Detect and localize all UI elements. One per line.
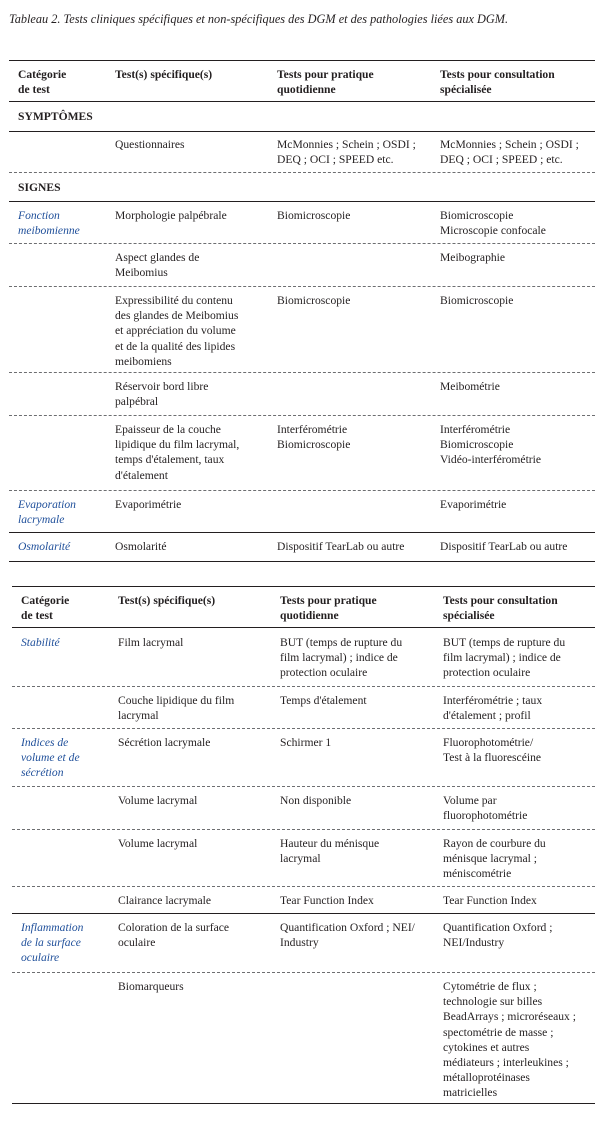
table1-row2-spec-line: Meibomius [115, 266, 168, 280]
table2-row4-spec [118, 836, 197, 851]
table1-row6-spec-line: Evaporimétrie [115, 498, 182, 511]
table2-row7-special-line: technologie sur billes [443, 995, 543, 1009]
table1-row5-spec-line: d'étalement [115, 468, 168, 482]
table2-row2-spec-line: Sécrétion lacrymale [118, 736, 211, 749]
table2-row1-spec-line: Couche lipidique du film [118, 694, 235, 707]
table2-row1-daily-line: Temps d'étalement [280, 694, 367, 707]
table1-row0-special-line: McMonnies ; Schein ; OSDI ; [440, 138, 579, 151]
row-divider [9, 415, 595, 416]
column-header [18, 67, 66, 97]
column-header-line: Test(s) spécifique(s) [118, 594, 216, 607]
table2-row1-spec [118, 693, 234, 723]
row-divider [9, 172, 595, 173]
section-signes-line: SIGNES [18, 181, 61, 194]
table1-row3-spec-line: meibomiens [115, 354, 172, 368]
table1-row3-spec [115, 293, 238, 369]
table1-row0-daily-line: McMonnies ; Schein ; OSDI ; [277, 138, 416, 151]
column-header [21, 593, 69, 623]
table1-row0-daily [277, 137, 416, 167]
table2-row0-special-line: film lacrymal) ; indice de [443, 651, 561, 665]
table-1 [9, 60, 595, 562]
table2-row2-daily-line: Schirmer 1 [280, 736, 332, 749]
table1-row1-special [440, 208, 546, 238]
row-divider [12, 972, 595, 973]
table1-row7-special [440, 539, 567, 554]
table1-row0-spec-line: Questionnaires [115, 138, 185, 151]
column-header-line: Tests pour pratique [277, 68, 374, 81]
table2-row5-daily-line: Tear Function Index [280, 894, 374, 907]
table1-row1-special-line: Microscopie confocale [440, 224, 546, 238]
table2-row5-special [443, 893, 537, 908]
table2-row6-daily [280, 920, 415, 950]
table2-row0-special-line: protection oculaire [443, 666, 531, 680]
column-header-line: Catégorie [21, 594, 70, 607]
table1-row3-special [440, 293, 513, 308]
table1-row6-special-line: Evaporimétrie [440, 498, 507, 511]
column-header [118, 593, 215, 608]
column-header [115, 67, 212, 82]
table2-row6-cat-line: oculaire [21, 951, 60, 965]
table1-row6-spec [115, 497, 181, 512]
table1-row7-special-line: Dispositif TearLab ou autre [440, 540, 568, 553]
column-header-line: quotidienne [280, 609, 339, 623]
table1-row0-special [440, 137, 579, 167]
row-divider [12, 786, 595, 787]
table2-row6-cat-line: de la surface [21, 936, 81, 950]
table1-row6-cat-line: Evaporation [18, 498, 76, 511]
table2-row6-daily-line: Industry [280, 936, 319, 950]
table2-row3-daily-line: Non disponible [280, 794, 352, 807]
column-header-line: Tests pour pratique [280, 594, 377, 607]
table1-row7-cat [18, 539, 70, 554]
table2-row3-special-line: fluorophotométrie [443, 809, 528, 823]
table1-row7-spec [115, 539, 167, 554]
column-header-line: Tests pour consultation [443, 594, 558, 607]
table2-row1-daily [280, 693, 367, 708]
table2-row0-cat-line: Stabilité [21, 636, 60, 649]
table1-row5-special [440, 422, 541, 468]
column-header-line: Catégorie [18, 68, 67, 81]
section-symptomes [18, 109, 93, 124]
row-divider [12, 728, 595, 729]
table1-row4-spec-line: palpébral [115, 395, 159, 409]
table2-row4-daily [280, 836, 379, 866]
table2-row5-daily [280, 893, 374, 908]
table2-row0-daily [280, 635, 402, 681]
table2-row4-special-line: méniscométrie [443, 867, 512, 881]
row-divider [9, 490, 595, 491]
row-divider [12, 686, 595, 687]
table1-row2-spec-line: Aspect glandes de [115, 251, 200, 264]
table-2 [12, 586, 595, 1104]
table1-row1-cat-line: meibomienne [18, 224, 80, 238]
table2-row0-special-line: BUT (temps de rupture du [443, 636, 566, 649]
column-header-line: Tests pour consultation [440, 68, 555, 81]
row-divider [9, 372, 595, 373]
column-header [277, 67, 374, 97]
table2-row0-daily-line: protection oculaire [280, 666, 368, 680]
table2-row6-spec [118, 920, 229, 950]
row-divider [9, 243, 595, 244]
table1-row3-spec-line: des glandes de Meibomius [115, 309, 239, 323]
table2-row3-daily [280, 793, 351, 808]
table1-row2-special [440, 250, 505, 265]
table1-row4-special-line: Meibométrie [440, 380, 500, 393]
table1-row1-cat-line: Fonction [18, 209, 60, 222]
table1-row1-daily-line: Biomicroscopie [277, 209, 351, 222]
column-header [440, 67, 555, 97]
table2-row3-special-line: Volume par [443, 794, 497, 807]
table-rule [12, 913, 595, 914]
table1-row5-spec-line: temps d'étalement, taux [115, 453, 225, 467]
table2-row0-special [443, 635, 565, 681]
row-divider [9, 286, 595, 287]
table1-row5-daily [277, 422, 350, 452]
table1-row4-spec-line: Réservoir bord libre [115, 380, 209, 393]
table2-row1-special-line: Interférométrie ; taux [443, 694, 543, 707]
table1-row5-daily-line: Biomicroscopie [277, 438, 351, 452]
table2-row7-special-line: Cytométrie de flux ; [443, 980, 537, 993]
table1-row7-daily-line: Dispositif TearLab ou autre [277, 540, 405, 553]
table2-row6-spec-line: oculaire [118, 936, 156, 950]
section-signes [18, 180, 61, 195]
table2-row2-cat-line: Indices de [21, 736, 69, 749]
row-divider [12, 829, 595, 830]
column-header-line: de test [21, 609, 53, 623]
table2-row3-spec [118, 793, 197, 808]
table2-row2-special [443, 735, 541, 765]
table1-row5-special-line: Biomicroscopie [440, 438, 514, 452]
table1-row1-spec-line: Morphologie palpébrale [115, 209, 227, 222]
table1-row3-daily-line: Biomicroscopie [277, 294, 351, 307]
table1-row2-special-line: Meibographie [440, 251, 506, 264]
table1-row3-special-line: Biomicroscopie [440, 294, 514, 307]
table1-row0-spec [115, 137, 185, 152]
table2-row7-special-line: matricielles [443, 1086, 498, 1100]
table1-row7-daily [277, 539, 404, 554]
table2-row0-spec [118, 635, 183, 650]
table1-row6-cat [18, 497, 76, 527]
table1-row1-daily [277, 208, 350, 223]
table2-row2-special-line: Fluorophotométrie/ [443, 736, 534, 749]
table2-row7-special-line: spectométrie de masse ; [443, 1025, 554, 1039]
table1-row3-daily [277, 293, 350, 308]
table2-row7-special-line: médiateurs ; interleukines ; [443, 1056, 569, 1070]
table2-row7-special [443, 979, 576, 1101]
table1-row1-spec [115, 208, 227, 223]
table1-row4-special [440, 379, 500, 394]
table2-row7-special-line: BeadArrays ; microréseaux ; [443, 1010, 576, 1024]
table2-row2-daily [280, 735, 331, 750]
table2-row4-daily-line: Hauteur du ménisque [280, 837, 380, 850]
table2-row5-spec-line: Clairance lacrymale [118, 894, 212, 907]
table1-row0-special-line: DEQ ; OCI ; SPEED ; etc. [440, 153, 563, 167]
column-header [443, 593, 558, 623]
table2-row3-spec-line: Volume lacrymal [118, 794, 198, 807]
table2-row4-spec-line: Volume lacrymal [118, 837, 198, 850]
table2-row6-spec-line: Coloration de la surface [118, 921, 230, 934]
table1-row3-spec-line: et appréciation du volume [115, 324, 236, 338]
table2-row4-special-line: Rayon de courbure du [443, 837, 546, 850]
table1-row4-spec [115, 379, 208, 409]
table1-row5-daily-line: Interférométrie [277, 423, 348, 436]
column-header-line: spécialisée [443, 609, 495, 623]
table-rule [9, 201, 595, 202]
table2-row2-spec [118, 735, 210, 750]
table2-row0-daily-line: BUT (temps de rupture du [280, 636, 403, 649]
table-rule [9, 532, 595, 533]
table1-row3-spec-line: et de la qualité des lipides [115, 339, 236, 353]
column-header-line: spécialisée [440, 83, 492, 97]
table2-row6-special [443, 920, 552, 950]
table-rule [12, 627, 595, 628]
table1-row1-special-line: Biomicroscopie [440, 209, 514, 222]
table2-row6-cat [21, 920, 83, 966]
table2-row2-cat-line: volume et de [21, 751, 80, 765]
table2-row2-special-line: Test à la fluorescéine [443, 751, 542, 765]
table-rule [9, 131, 595, 132]
table2-row5-special-line: Tear Function Index [443, 894, 537, 907]
column-header-line: quotidienne [277, 83, 336, 97]
table2-row7-special-line: métalloprotéinases [443, 1071, 530, 1085]
table-rule [9, 101, 595, 102]
table1-row3-spec-line: Expressibilité du contenu [115, 294, 233, 307]
table-caption: Tableau 2. Tests cliniques spécifiques et non-spécifiques des DGM et des pathologies liées aux DGM. [9, 12, 509, 26]
table1-row5-spec-line: lipidique du film lacrymal, [115, 438, 240, 452]
column-header-line: Test(s) spécifique(s) [115, 68, 213, 81]
table1-row2-spec [115, 250, 199, 280]
column-header [280, 593, 377, 623]
table1-row7-spec-line: Osmolarité [115, 540, 167, 553]
table2-row4-daily-line: lacrymal [280, 852, 321, 866]
table2-row2-cat-line: sécrétion [21, 766, 64, 780]
table1-row6-special [440, 497, 506, 512]
section-symptomes-line: SYMPTÔMES [18, 110, 93, 123]
table1-row6-cat-line: lacrymale [18, 513, 65, 527]
table2-row7-special-line: cytokines et autres [443, 1040, 530, 1054]
table2-row6-special-line: Quantification Oxford ; [443, 921, 553, 934]
table1-row5-special-line: Vidéo-interférométrie [440, 453, 542, 467]
table1-row1-cat [18, 208, 80, 238]
table2-row0-cat [21, 635, 60, 650]
table1-row0-daily-line: DEQ ; OCI ; SPEED etc. [277, 153, 394, 167]
table1-row7-cat-line: Osmolarité [18, 540, 71, 553]
table2-row5-spec [118, 893, 211, 908]
table2-row6-daily-line: Quantification Oxford ; NEI/ [280, 921, 415, 934]
table2-row7-spec [118, 979, 184, 994]
table1-row5-spec [115, 422, 239, 483]
table2-row2-cat [21, 735, 80, 781]
table2-row1-special-line: d'étalement ; profil [443, 709, 531, 723]
row-divider [12, 886, 595, 887]
table2-row1-spec-line: lacrymal [118, 709, 159, 723]
table1-row5-spec-line: Epaisseur de la couche [115, 423, 221, 436]
table1-row5-special-line: Interférométrie [440, 423, 511, 436]
table2-row0-daily-line: film lacrymal) ; indice de [280, 651, 398, 665]
table2-row1-special [443, 693, 542, 723]
table2-row0-spec-line: Film lacrymal [118, 636, 184, 649]
table2-row4-special-line: ménisque lacrymal ; [443, 852, 538, 866]
table2-row3-special [443, 793, 527, 823]
table2-row6-cat-line: Inflammation [21, 921, 84, 934]
table2-row7-spec-line: Biomarqueurs [118, 980, 184, 993]
table2-row4-special [443, 836, 546, 882]
table2-row6-special-line: NEI/Industry [443, 936, 505, 950]
column-header-line: de test [18, 83, 50, 97]
